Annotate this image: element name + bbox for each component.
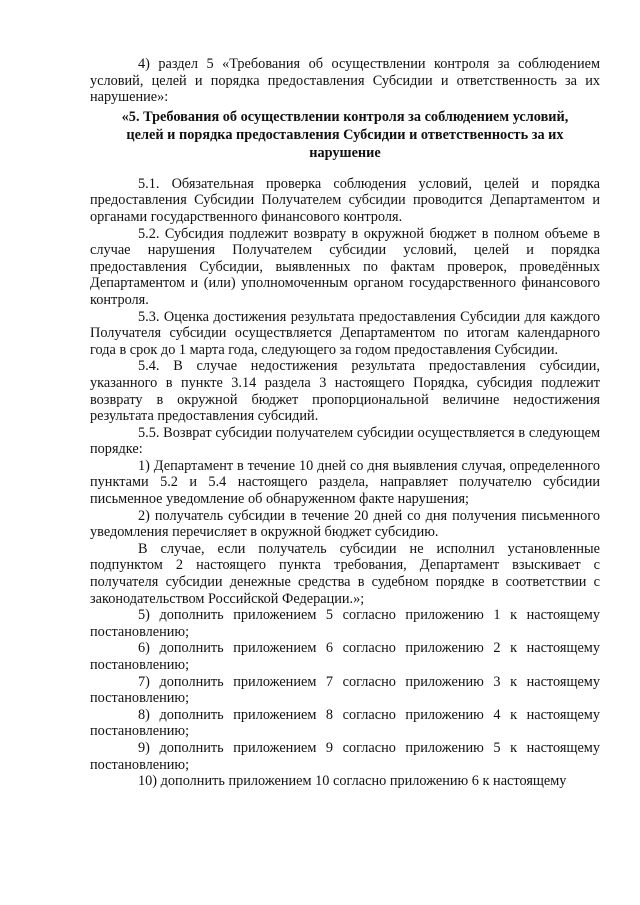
paragraph-5-2: 5.2. Субсидия подлежит возврату в окружной бюджет в полном объеме в случае нарушения Получателем субсидии условий, целей и порядка предоставления Субсидии, выявленных по фактам проверок, проведённых Департаментом и (или) уполномоченным органом государственного финансового контроля. xyxy=(90,225,600,308)
amendment-item-10: 10) дополнить приложением 10 согласно приложению 6 к настоящему xyxy=(138,773,567,790)
list-item-2: 2) получатель субсидии в течение 20 дней со дня получения письменного уведомления перечисляет в окружной бюджет субсидию. xyxy=(90,507,600,541)
heading-line: нарушение xyxy=(309,144,381,161)
amendment-item-6: 6) дополнить приложением 6 согласно приложению 2 к настоящему постановлению; xyxy=(90,640,600,673)
paragraph-5-4: 5.4. В случае недостижения результата предоставления субсидии, указанного в пункте 3.14 раздела 3 настоящего Порядка, субсидия подлежит возврату в окружной бюджет пропорциональной величине недостижения результата предоставления субсидий. xyxy=(90,358,600,425)
intro-paragraph: 4) раздел 5 «Требования об осуществлении контроля за соблюдением условий, целей и порядка предоставления Субсидии и ответственность за их нарушение»: xyxy=(90,56,600,106)
amendment-item-9: 9) дополнить приложением 9 согласно приложению 5 к настоящему постановлению; xyxy=(90,739,600,773)
paragraph-5-5: 5.5. Возврат субсидии получателем субсидии осуществляется в следующем порядке: xyxy=(90,424,600,458)
amendment-item-5: 5) дополнить приложением 5 согласно приложению 1 к настоящему постановлению; xyxy=(90,607,600,640)
heading-line: целей и порядка предоставления Субсидии и ответственность за их xyxy=(126,126,564,143)
list-item-1: 1) Департамент в течение 10 дней со дня выявления случая, определенного пунктами 5.2 и 5.4 настоящего раздела, направляет получателю субсидии письменное уведомление об обнаруженном факте нарушения; xyxy=(90,457,600,508)
amendment-item-8: 8) дополнить приложением 8 согласно приложению 4 к настоящему постановлению; xyxy=(90,706,600,740)
paragraph-5-3: 5.3. Оценка достижения результата предоставления Субсидии для каждого Получателя субсидии осуществляется Департаментом по итогам календарного года в срок до 1 марта года, следующего за годом предоставления Субсидии. xyxy=(90,308,600,358)
heading-line: «5. Требования об осуществлении контроля за соблюдением условий, xyxy=(121,108,569,125)
amendment-item-7: 7) дополнить приложением 7 согласно приложению 3 к настоящему постановлению; xyxy=(90,673,600,707)
section-heading xyxy=(96,108,594,162)
paragraph-enforcement: В случае, если получатель субсидии не исполнил установленные подпунктом 2 настоящего пункта требования, Департамент взыскивает с получателя субсидии денежные средства в судебном порядке в соответствии с законодательством Российской Федерации.»; xyxy=(90,540,600,607)
paragraph-5-1: 5.1. Обязательная проверка соблюдения условий, целей и порядка предоставления Субсидии Получателем субсидии проводится Департаментом и органами государственного финансового контроля. xyxy=(90,175,600,225)
